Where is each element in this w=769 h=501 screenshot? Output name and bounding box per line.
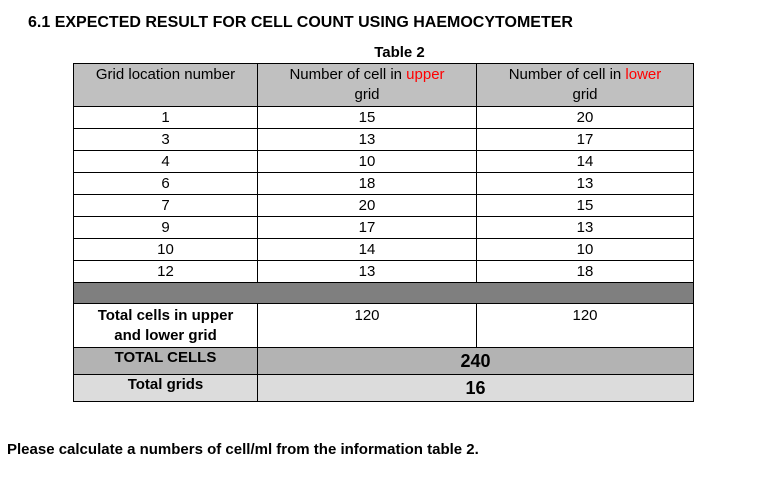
cell-upper-count: 13 <box>258 261 477 283</box>
table-header-row <box>74 64 694 107</box>
total-cells-row <box>74 348 694 375</box>
cell-lower-count: 13 <box>477 217 694 239</box>
table-caption: Table 2 <box>374 44 425 61</box>
cell-upper-count: 10 <box>258 151 477 173</box>
cell-grid-location: 6 <box>74 173 258 195</box>
total-upper-lower-row <box>74 304 694 348</box>
spacer-cell <box>74 283 694 304</box>
table-row <box>74 239 694 261</box>
cell-grid-location: 1 <box>74 107 258 129</box>
total-upper-lower-label <box>74 304 258 348</box>
table-row <box>74 107 694 129</box>
cell-lower-count: 10 <box>477 239 694 261</box>
header-upper-suffix: grid <box>354 86 380 103</box>
cell-upper-count: 18 <box>258 173 477 195</box>
table-body <box>74 107 694 283</box>
upper-total-value: 120 <box>258 304 477 348</box>
section-heading: 6.1 EXPECTED RESULT FOR CELL COUNT USING HAEMOCYTOMETER <box>28 14 573 31</box>
total-cells-value: 240 <box>258 348 694 375</box>
total-grids-label: Total grids <box>74 375 258 402</box>
cell-grid-location: 12 <box>74 261 258 283</box>
table-row <box>74 173 694 195</box>
cell-grid-location: 4 <box>74 151 258 173</box>
header-lower-prefix: Number of cell in <box>508 66 626 83</box>
header-upper-grid <box>258 64 477 107</box>
cell-upper-count: 14 <box>258 239 477 261</box>
header-upper-prefix: Number of cell in <box>289 66 407 83</box>
lower-total-value: 120 <box>477 304 694 348</box>
cell-upper-count: 17 <box>258 217 477 239</box>
total-upper-lower-label-line1: Total cells in upper <box>97 307 234 324</box>
cell-lower-count: 14 <box>477 151 694 173</box>
table-row <box>74 217 694 239</box>
cell-upper-count: 15 <box>258 107 477 129</box>
header-lower-grid <box>477 64 694 107</box>
cell-lower-count: 15 <box>477 195 694 217</box>
cell-upper-count: 13 <box>258 129 477 151</box>
total-upper-lower-label-line2: and lower grid <box>114 327 217 344</box>
cell-grid-location: 10 <box>74 239 258 261</box>
header-grid-location: Grid location number <box>74 64 258 107</box>
cell-count-table <box>73 63 694 402</box>
total-grids-value: 16 <box>258 375 694 402</box>
table-row <box>74 195 694 217</box>
cell-lower-count: 13 <box>477 173 694 195</box>
cell-lower-count: 17 <box>477 129 694 151</box>
table-row <box>74 129 694 151</box>
table-row <box>74 151 694 173</box>
header-upper-highlight: upper <box>406 66 445 83</box>
table-spacer-row <box>74 283 694 304</box>
cell-grid-location: 7 <box>74 195 258 217</box>
cell-lower-count: 18 <box>477 261 694 283</box>
cell-lower-count: 20 <box>477 107 694 129</box>
cell-grid-location: 9 <box>74 217 258 239</box>
question-text: Please calculate a numbers of cell/ml from the information table 2. <box>7 441 479 458</box>
header-lower-suffix: grid <box>572 86 598 103</box>
table-row <box>74 261 694 283</box>
total-grids-row <box>74 375 694 402</box>
cell-upper-count: 20 <box>258 195 477 217</box>
cell-grid-location: 3 <box>74 129 258 151</box>
header-lower-highlight: lower <box>625 66 662 83</box>
total-cells-label: TOTAL CELLS <box>74 348 258 375</box>
